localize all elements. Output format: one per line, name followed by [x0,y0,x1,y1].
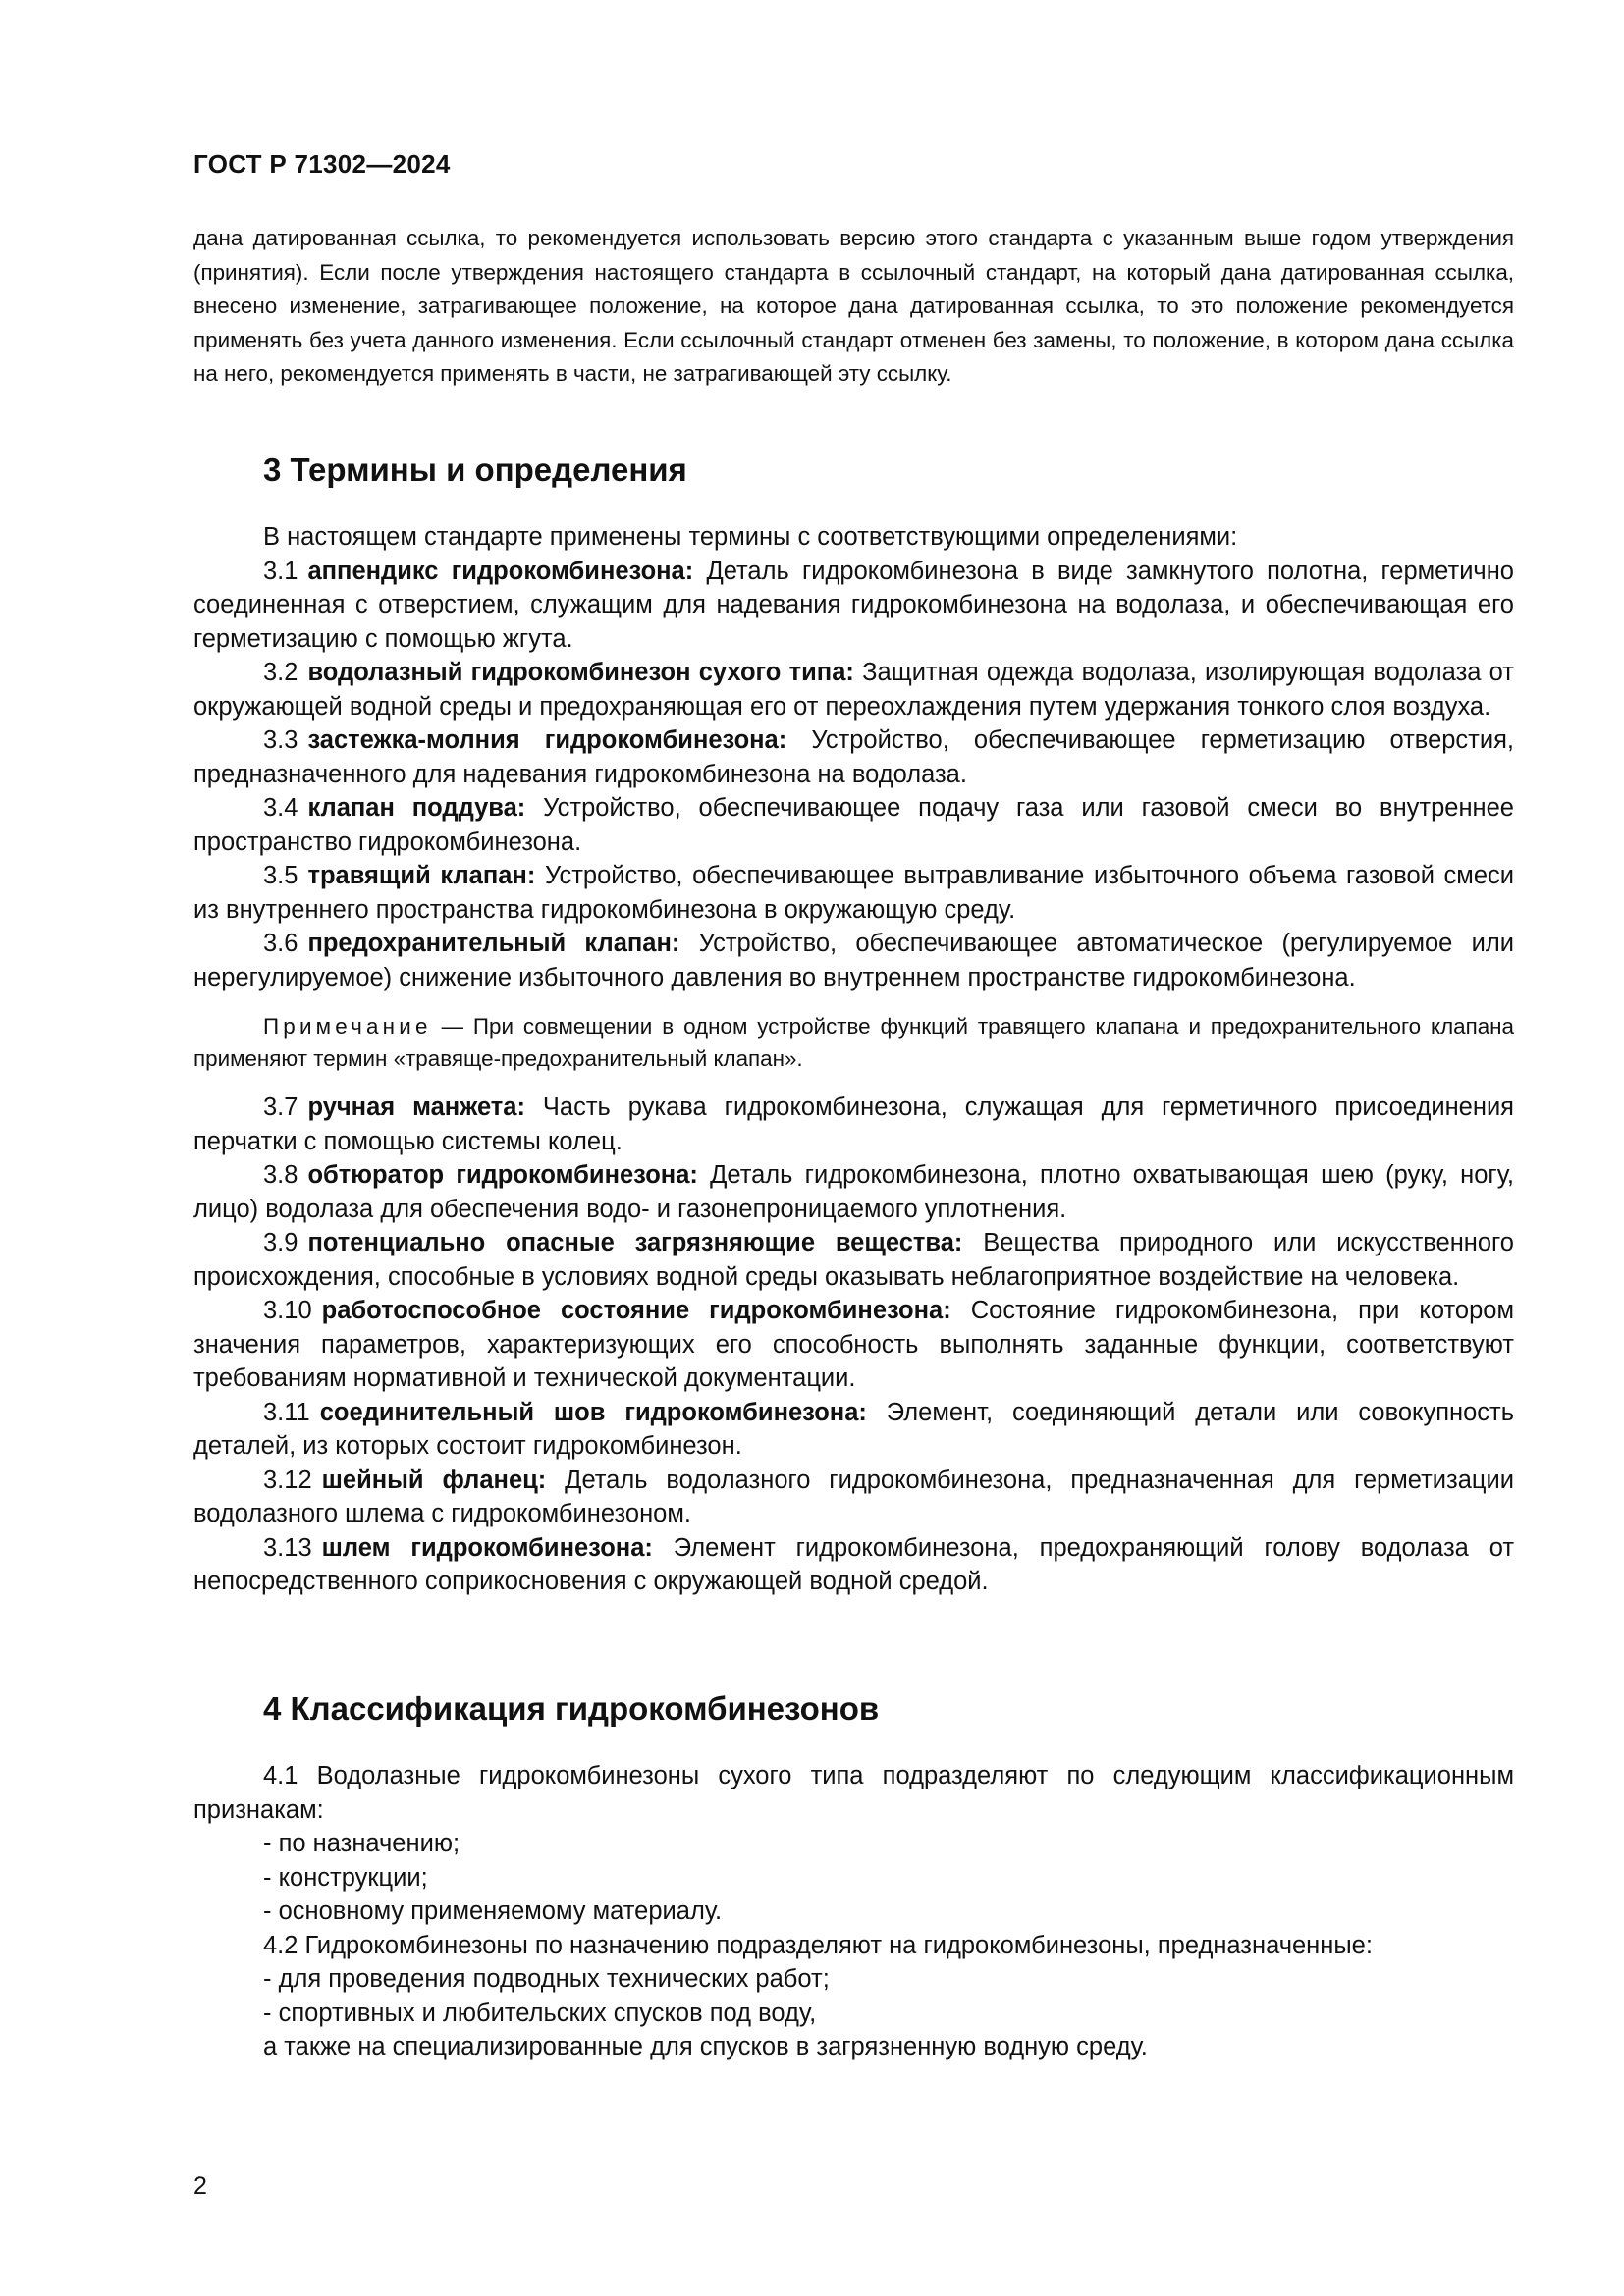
term-definition: Устройство, обеспечивающее подачу газа или газовой смеси во внутреннее пространство гидрокомбинезона. [193,794,1514,856]
term-3-11: 3.11 соединительный шов гидрокомбинезона: Элемент, соединяющий детали или совокупность деталей, из которых состоит гидрокомбинезон. [193,1398,1515,1460]
term-3-5: 3.5 травящий клапан: Устройство, обеспечивающее вытравливание избыточного объема газовой смеси из внутреннего пространства гидрокомбинезона в окружающую среду. [193,862,1515,924]
term-3-8: 3.8 обтюратор гидрокомбинезона: Деталь гидрокомбинезона, плотно охватывающая шею (руку, ногу, лицо) водолаза для обеспечения водо- и газонепроницаемого уплотнения. [193,1161,1515,1223]
term-name: клапан поддува: [307,794,526,822]
term-3-7: 3.7 ручная манжета: Часть рукава гидрокомбинезона, служащая для герметичного присоединения перчатки с помощью системы колец. [193,1094,1514,1155]
term-name: шлем гидрокомбинезона: [321,1533,653,1562]
paragraph-4-2: 4.2 Гидрокомбинезоны по назначению подразделяют на гидрокомбинезоны, предназначенные: [263,1931,1373,1959]
list-item: - по назначению; [263,1830,460,1857]
section-3-heading: 3 Термины и определения [263,452,687,488]
term-3-3: 3.3 застежка-молния гидрокомбинезона: Устройство, обеспечивающее герметизацию отверстия, предназначенного для надевания гидрокомбинезона на водолаза. [193,726,1514,788]
intro-paragraph: дана датированная ссылка, то рекомендуется использовать версию этого стандарта с указанным выше годом утверждения (принятия). Если после утверждения настоящего стандарта в ссылочный стандарт, на который дана датированная ссылка, внесено изменение, затрагивающее положение, на которое дана датированная ссылка, то это положение рекомендуется применять без учета данного изменения. Если ссылочный стандарт отменен без замены, то положение, в котором дана ссылка на него, рекомендуется применять в части, не затрагивающей эту ссылку. [193,226,1514,386]
term-3-4: 3.4 клапан поддува: Устройство, обеспечивающее подачу газа или газовой смеси во внутреннее пространство гидрокомбинезона. [193,794,1514,856]
page-number: 2 [193,2172,207,2200]
list-item: - основному применяемому материалу. [263,1897,723,1925]
term-definition: Защитная одежда водолаза, изолирующая водолаза от окружающей водной среды и предохраняющая его от переохлаждения путем удержания тонкого слоя воздуха. [193,659,1514,721]
term-name: водолазный гидрокомбинезон сухого типа: [307,659,854,686]
list-item: - для проведения подводных технических работ; [263,1965,830,1993]
term-name: шейный фланец: [321,1466,547,1494]
term-name: обтюратор гидрокомбинезона: [307,1161,698,1189]
term-definition: Элемент гидрокомбинезона, предохраняющий голову водолаза от непосредственного соприкосновения с окружающей водной средой. [193,1533,1514,1595]
list-item: - конструкции; [263,1863,428,1892]
note-text: — При совмещении в одном устройстве функций травящего клапана и предохранительного клапана применяют термин «травяще-предохранительный клапан». [193,1014,1514,1071]
term-name: потенциально опасные загрязняющие вещества: [307,1229,963,1256]
term-definition: Устройство, обеспечивающее вытравливание избыточного объема газовой смеси из внутреннего пространства гидрокомбинезона в окружающую среду. [193,862,1515,924]
term-name: ручная манжета: [307,1094,525,1121]
section-4-heading: 4 Классификация гидрокомбинезонов [263,1690,880,1727]
term-3-12: 3.12 шейный фланец: Деталь водолазного гидрокомбинезона, предназначенная для герметизации водолазного шлема с гидрокомбинезоном. [193,1466,1514,1527]
note-label: Примечание [263,1014,432,1039]
term-definition: Вещества природного или искусственного происхождения, способные в условиях водной среды оказывать неблагоприятное воздействие на человека. [193,1229,1514,1291]
term-definition: Элемент, соединяющий детали или совокупность деталей, из которых состоит гидрокомбинезон. [193,1398,1515,1460]
term-name: застежка-молния гидрокомбинезона: [307,726,787,754]
term-name: соединительный шов гидрокомбинезона: [319,1398,867,1426]
paragraph-4-1: 4.1 Водолазные гидрокомбинезоны сухого типа подразделяют по следующим классификационным признакам: [193,1762,1514,1824]
document-header: ГОСТ Р 71302—2024 [193,149,451,179]
term-3-2: 3.2 водолазный гидрокомбинезон сухого типа: Защитная одежда водолаза, изолирующая водолаза от окружающей водной среды и предохраняющая его от переохлаждения путем удержания тонкого слоя воздуха. [193,659,1514,721]
term-definition: Деталь гидрокомбинезона в виде замкнутого полотна, герметично соединенная с отверстием, служащим для надевания гидрокомбинезона на водолаза, и обеспечивающая его герметизацию с помощью жгута. [193,557,1514,653]
section-3-body [193,520,1514,1599]
term-name: работоспособное состояние гидрокомбинезона: [321,1297,951,1324]
term-definition: Часть рукава гидрокомбинезона, служащая для герметичного присоединения перчатки с помощью системы колец. [193,1094,1514,1155]
term-name: травящий клапан: [307,862,536,889]
term-definition: Деталь водолазного гидрокомбинезона, предназначенная для герметизации водолазного шлема с гидрокомбинезоном. [193,1466,1514,1527]
note [193,1010,1514,1075]
term-definition: Устройство, обеспечивающее автоматическое (регулируемое или нерегулируемое) снижение избыточного давления во внутреннем пространстве гидрокомбинезона. [193,930,1514,991]
section-4-body [193,1759,1514,2064]
term-3-6: 3.6 предохранительный клапан: Устройство, обеспечивающее автоматическое (регулируемое или нерегулируемое) снижение избыточного давления во внутреннем пространстве гидрокомбинезона. [193,930,1514,991]
term-name: предохранительный клапан: [307,930,680,957]
term-3-9: 3.9 потенциально опасные загрязняющие вещества: Вещества природного или искусственного происхождения, способные в условиях водной среды оказывать неблагоприятное воздействие на человека. [193,1229,1514,1291]
term-definition: Устройство, обеспечивающее герметизацию отверстия, предназначенного для надевания гидрокомбинезона на водолаза. [193,726,1514,788]
term-3-10: 3.10 работоспособное состояние гидрокомбинезона: Состояние гидрокомбинезона, при котором значения параметров, характеризующих его способность выполнять заданные функции, соответствуют требованиям нормативной и технической документации. [193,1297,1514,1392]
term-name: аппендикс гидрокомбинезона: [307,557,694,585]
term-3-13: 3.13 шлем гидрокомбинезона: Элемент гидрокомбинезона, предохраняющий голову водолаза от непосредственного соприкосновения с окружающей водной средой. [193,1533,1514,1595]
term-definition: Состояние гидрокомбинезона, при котором значения параметров, характеризующих его способность выполнять заданные функции, соответствуют требованиям нормативной и технической документации. [193,1297,1514,1392]
term-3-1: 3.1 аппендикс гидрокомбинезона: Деталь гидрокомбинезона в виде замкнутого полотна, герметично соединенная с отверстием, служащим для надевания гидрокомбинезона на водолаза, и обеспечивающая его герметизацию с помощью жгута. [193,557,1514,653]
term-definition: Деталь гидрокомбинезона, плотно охватывающая шею (руку, ногу, лицо) водолаза для обеспечения водо- и газонепроницаемого уплотнения. [193,1161,1515,1223]
list-item: - спортивных и любительских спусков под воду, [263,1999,817,2027]
closing-paragraph: а также на специализированные для спусков в загрязненную водную среду. [263,2033,1148,2060]
section-3-lead: В настоящем стандарте применены термины с соответствующими определениями: [263,523,1238,551]
